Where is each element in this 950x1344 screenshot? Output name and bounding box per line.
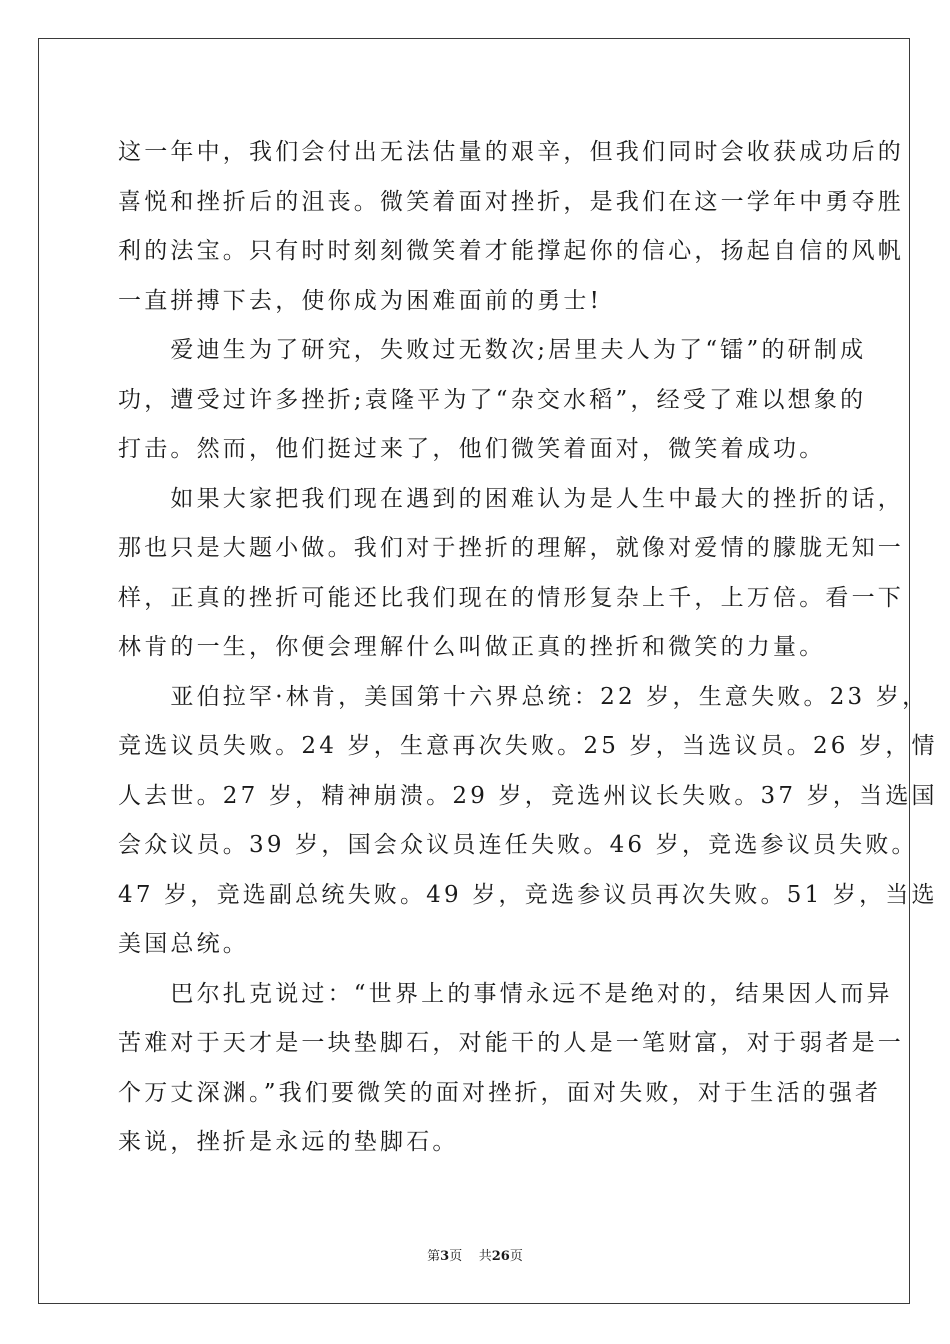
- text-line: 来说，挫折是永远的垫脚石。: [118, 1129, 459, 1155]
- page-suffix: 页: [449, 1249, 463, 1264]
- text-line: 巴尔扎克说过：“世界上的事情永远不是绝对的，结果因人而异: [118, 980, 893, 1007]
- text-line: 一直拼搏下去，使你成为困难面前的勇士!: [118, 287, 603, 314]
- text-line: 打击。然而，他们挺过来了，他们微笑着面对，微笑着成功。: [118, 436, 826, 462]
- text-line: 47 岁，竞选副总统失败。49 岁，竞选参议员再次失败。51 岁，当选: [118, 881, 938, 908]
- text-line: 个万丈深渊。”我们要微笑的面对挫折，面对失败，对于生活的强者: [118, 1079, 882, 1106]
- page-prefix: 第: [427, 1249, 441, 1264]
- text-line: 如果大家把我们现在遇到的困难认为是人生中最大的挫折的话，: [118, 485, 904, 512]
- total-suffix: 页: [509, 1249, 523, 1264]
- text-line: 苦难对于天才是一块垫脚石，对能干的人是一笔财富，对于弱者是一: [118, 1030, 904, 1056]
- text-line: 这一年中，我们会付出无法估量的艰辛，但我们同时会收获成功后的: [118, 139, 904, 165]
- text-line: 林肯的一生，你便会理解什么叫做正真的挫折和微笑的力量。: [118, 634, 826, 660]
- text-line: 功，遭受过许多挫折;袁隆平为了“杂交水稻”，经受了难以想象的: [118, 386, 867, 413]
- text-line: 爱迪生为了研究，失败过无数次;居里夫人为了“镭”的研制成: [118, 337, 867, 363]
- page-footer: [0, 1245, 950, 1264]
- text-line: 利的法宝。只有时时刻刻微笑着才能撑起你的信心，扬起自信的风帆: [118, 238, 904, 264]
- text-line: 人去世。27 岁，精神崩溃。29 岁，竞选州议长失败。37 岁，当选国: [118, 782, 938, 809]
- text-line: 美国总统。: [118, 931, 249, 957]
- text-line: 会众议员。39 岁，国会众议员连任失败。46 岁，竞选参议员失败。: [118, 832, 918, 858]
- text-line: 那也只是大题小做。我们对于挫折的理解，就像对爱情的朦胧无知一: [118, 535, 904, 561]
- text-line: 喜悦和挫折后的沮丧。微笑着面对挫折，是我们在这一学年中勇夺胜: [118, 188, 904, 215]
- total-prefix: 共: [478, 1249, 492, 1264]
- document-body: [118, 128, 938, 1168]
- page-number: 3: [440, 1249, 450, 1264]
- text-line: 样，正真的挫折可能还比我们现在的情形复杂上千，上万倍。看一下: [118, 584, 904, 611]
- text-line: 竞选议员失败。24 岁，生意再次失败。25 岁，当选议员。26 岁，情: [118, 733, 938, 759]
- total-pages: 26: [491, 1249, 510, 1264]
- text-line: 亚伯拉罕·林肯，美国第十六界总统：22 岁，生意失败。23 岁，: [118, 683, 929, 710]
